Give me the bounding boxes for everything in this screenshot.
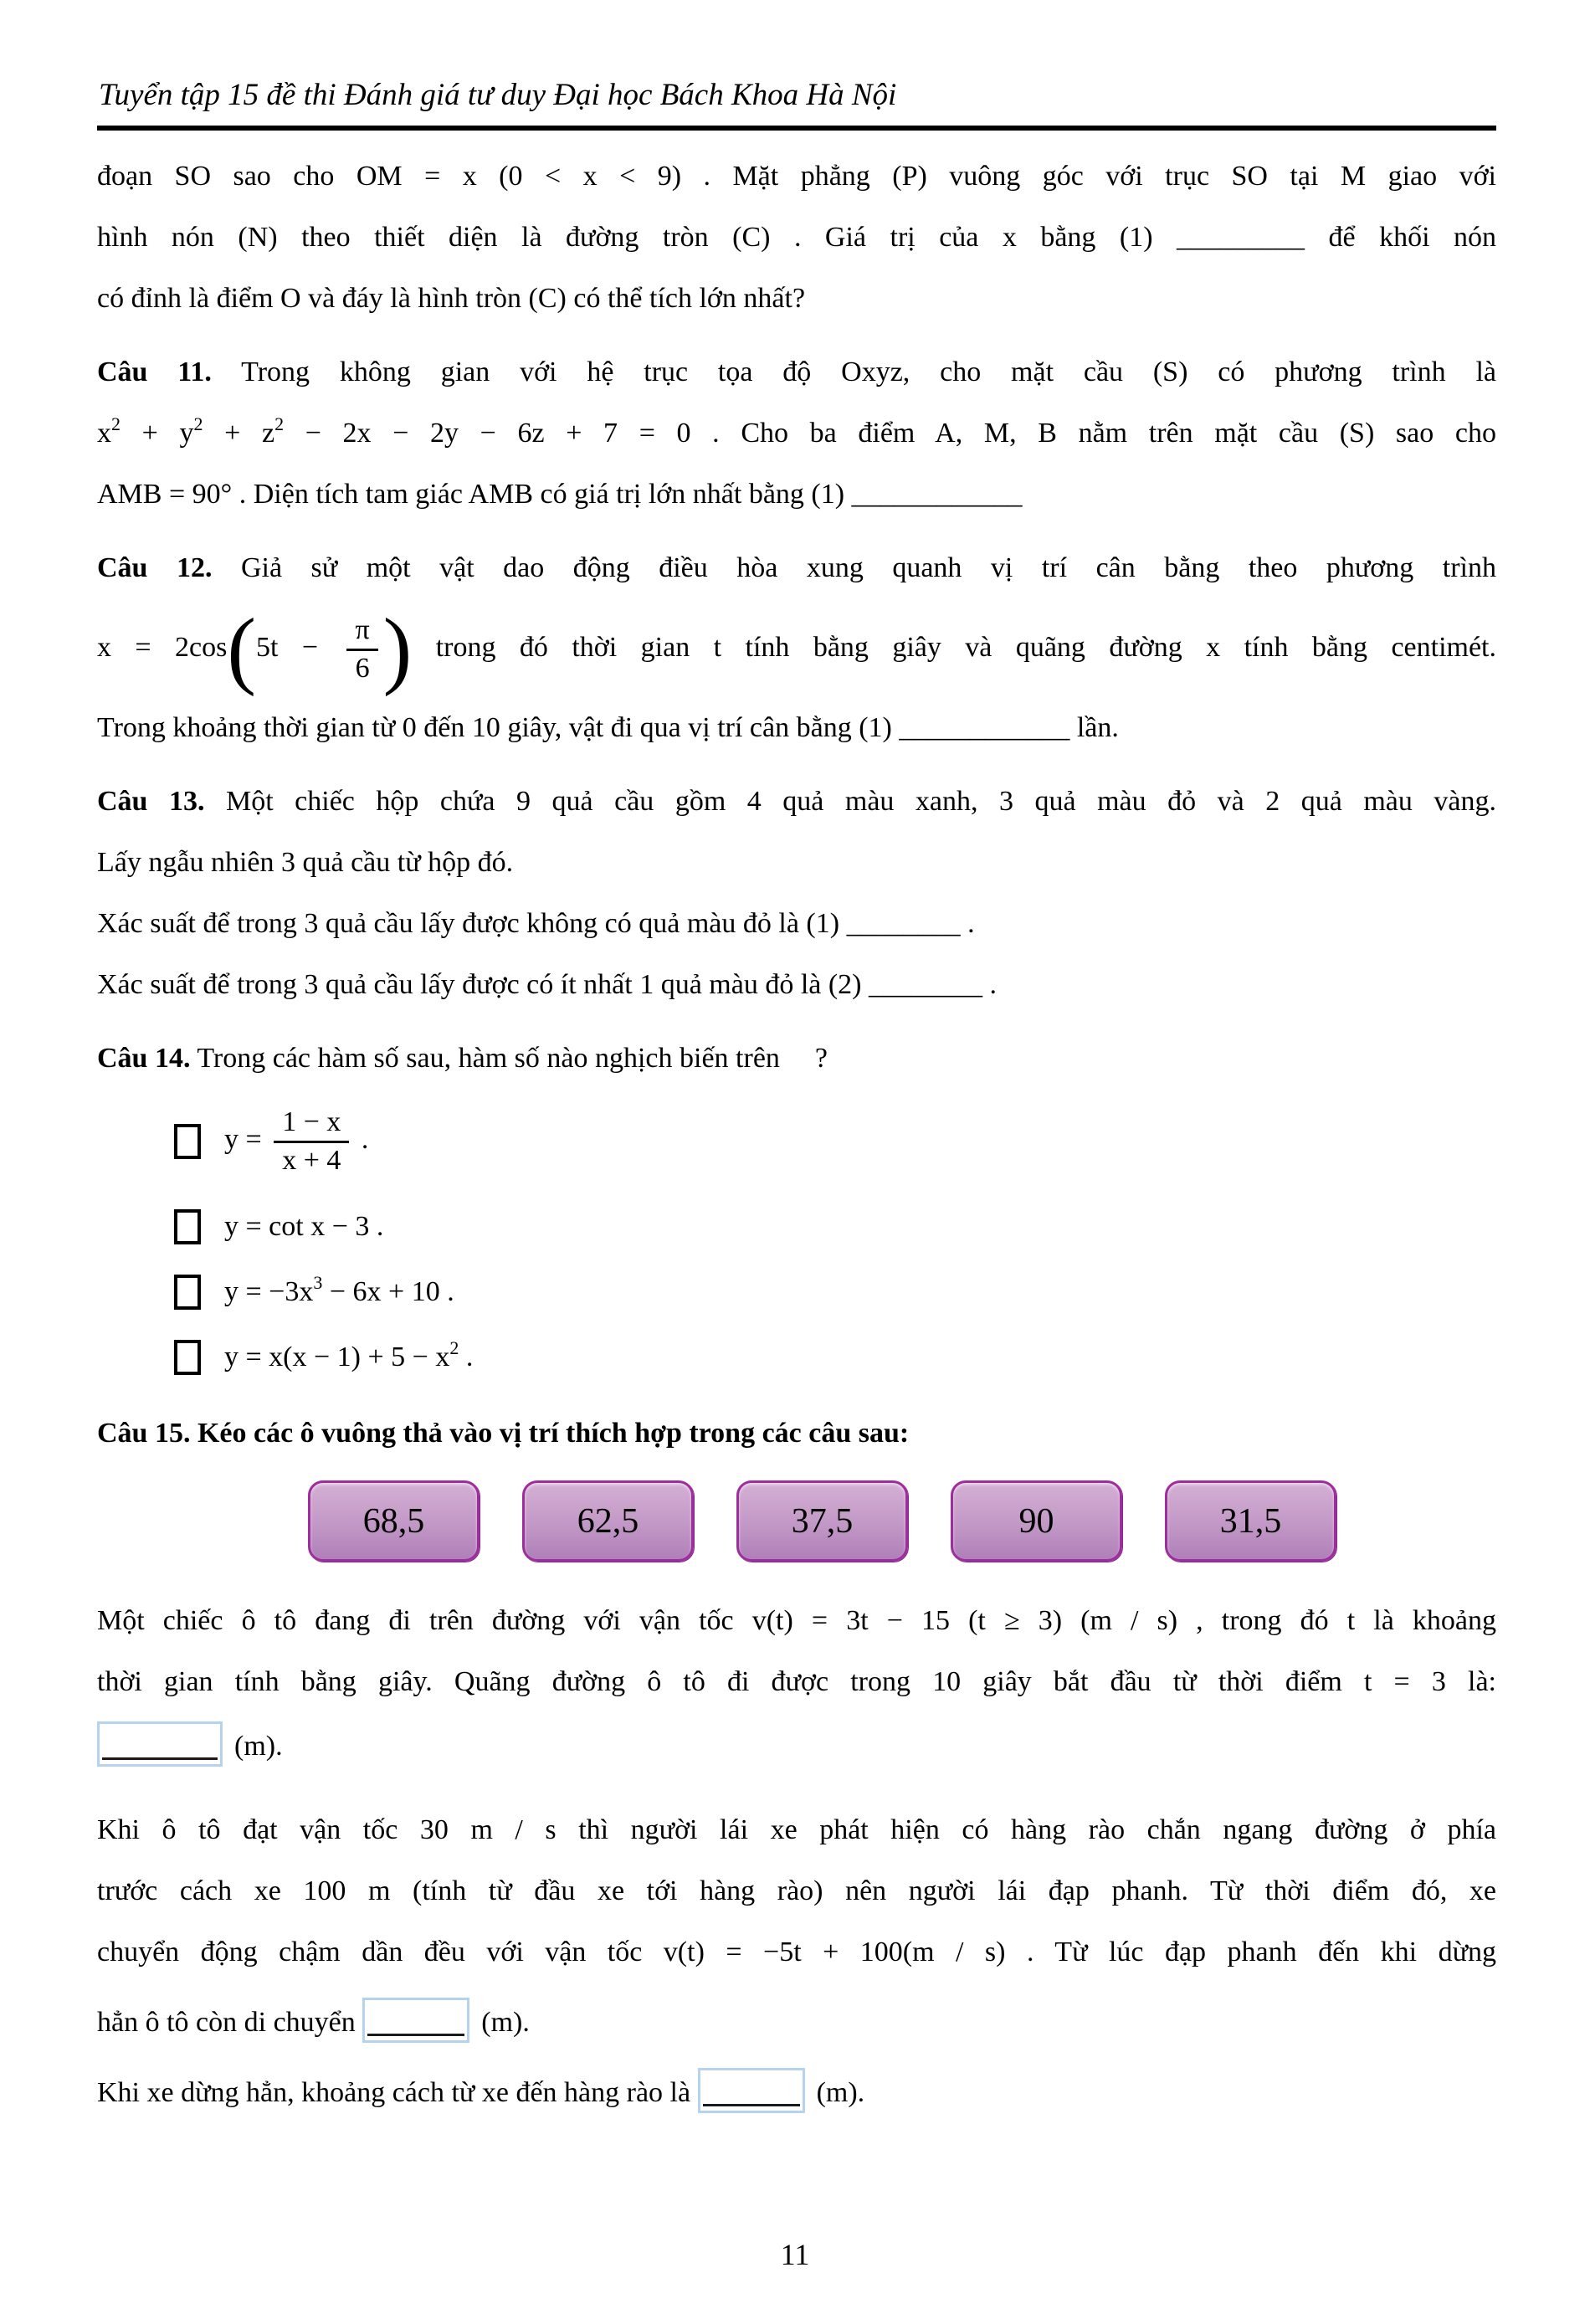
q14-option-3[interactable]	[174, 1259, 1496, 1325]
q14-intro: Trong các hàm số sau, hàm số nào nghịch biến trên	[190, 1043, 780, 1074]
unit-label: (m).	[481, 2007, 530, 2038]
q11-equation-line: $x^2 + y^2 + z^2 - 2x - 2y - 6z + 7 = 0$ . Cho ba điểm A, M, B nằm trên mặt cầu (S) sao cho	[97, 413, 1496, 449]
q15-brake-line-2: trước cách xe 100 m (tính từ đầu xe tới hàng rào) nên người lái đạp phanh. Từ thời điểm đó, xe	[97, 1875, 1496, 1906]
drag-chip-row	[308, 1480, 1496, 1562]
q10-line-1: đoạn SO sao cho OM = x (0 < x < 9) . Mặt phẳng (P) vuông góc với trục SO tại M giao với	[97, 161, 1496, 192]
x-exponent: 2	[111, 413, 121, 434]
open-paren: (	[227, 601, 256, 698]
q12-line-3: Trong khoảng thời gian từ 0 đến 10 giây, vật đi qua vị trí cân bằng (1) ____________ lần.	[97, 712, 1119, 743]
checkbox-icon[interactable]	[174, 1275, 201, 1310]
header-divider	[97, 126, 1496, 131]
q10-line-2: hình nón (N) theo thiết diện là đường tròn (C) . Giá trị của x bằng (1) _________ để khối nón	[97, 222, 1496, 253]
exam-page	[0, 75, 1590, 2324]
q14-question-mark: ?	[814, 1043, 828, 1074]
q13-intro: Một chiếc hộp chứa 9 quả cầu gồm 4 quả màu xanh, 3 quả màu đỏ và 2 quả màu vàng.	[204, 786, 1496, 817]
option-4-formula: $y = x(x - 1) + 5 - x^2$ .	[224, 1337, 474, 1372]
drop-target-box[interactable]	[362, 1998, 469, 2043]
blank-underline	[367, 2034, 464, 2036]
option-1-formula: y = $\frac{1 - x}{x + 4}$ .	[224, 1106, 369, 1176]
q11-intro: Trong không gian với hệ trục tọa độ Oxyz, cho mặt cầu (S) có phương trình là	[211, 357, 1496, 387]
checkbox-icon[interactable]	[174, 1340, 201, 1375]
drop-target-box[interactable]	[97, 1721, 223, 1767]
option-3-formula: $y = -3x^3 - 6x + 10$ .	[224, 1272, 454, 1307]
q15-brake-line-1: Khi ô tô đạt vận tốc 30 m / s thì người lái xe phát hiện có hàng rào chắn ngang đường ở phía	[97, 1814, 1496, 1845]
q15-instruction: Câu 15. Kéo các ô vuông thả vào vị trí thích hợp trong các câu sau:	[97, 1418, 910, 1449]
q13-line-1	[97, 771, 1496, 832]
drag-chip[interactable]: 62,5	[522, 1480, 694, 1562]
q11-line-1	[97, 341, 1496, 403]
pi-over-6-fraction: $\frac{\pi}{6}$	[346, 615, 377, 684]
q15-answer-line-2: hẳn ô tô còn di chuyển (m).	[97, 1989, 1496, 2056]
drag-chip[interactable]: 37,5	[736, 1480, 908, 1562]
q13-line-2: Lấy ngẫu nhiên 3 quả cầu từ hộp đó.	[97, 847, 514, 878]
checkbox-icon[interactable]	[174, 1209, 201, 1244]
q13-label: Câu 13.	[97, 786, 205, 817]
q15-brake-line-3: chuyển động chậm dần đều với vận tốc v(t) = −5t + 100(m / s) . Từ lúc đạp phanh đến khi dừng	[97, 1937, 1496, 1967]
blank-underline	[102, 1757, 218, 1760]
z-exponent: 2	[274, 413, 285, 434]
drag-chip[interactable]: 31,5	[1165, 1480, 1336, 1562]
drop-target-box[interactable]	[698, 2068, 805, 2113]
q15-car-line-2: thời gian tính bằng giây. Quãng đường ô tô đi được trong 10 giây bắt đầu từ thời điểm t = 3 là:	[97, 1666, 1496, 1697]
q14-line-1	[97, 1028, 1496, 1089]
q13-blank-2-line: Xác suất để trong 3 quả cầu lấy được có ít nhất 1 quả màu đỏ là (2) ________ .	[97, 969, 998, 1000]
option-2-formula: y = cot x − 3 .	[224, 1211, 384, 1242]
page-number: 11	[780, 2238, 810, 2271]
q10-line-3: có đỉnh là điểm O và đáy là hình tròn (C) có thể tích lớn nhất?	[97, 283, 806, 314]
y-exponent: 2	[193, 413, 203, 434]
drag-chip[interactable]: 90	[951, 1480, 1122, 1562]
drag-chip[interactable]: 68,5	[308, 1480, 480, 1562]
q15-answer-line-3: Khi xe dừng hẳn, khoảng cách từ xe đến hàng rào là (m).	[97, 2060, 1496, 2126]
q12-intro: Giả sử một vật dao động điều hòa xung quanh vị trí cân bằng theo phương trình	[212, 552, 1496, 583]
checkbox-icon[interactable]	[174, 1124, 201, 1159]
q14-label: Câu 14.	[97, 1043, 191, 1074]
q13-blank-1-line: Xác suất để trong 3 quả cầu lấy được không có quả màu đỏ là (1) ________ .	[97, 908, 975, 939]
q14-option-1[interactable]	[174, 1089, 1496, 1194]
q15-answer-line-1	[97, 1717, 1496, 1776]
q11-label: Câu 11.	[97, 357, 212, 387]
unit-label: (m).	[816, 2077, 865, 2108]
page-title: Tuyển tập 15 đề thi Đánh giá tư duy Đại học Bách Khoa Hà Nội	[99, 78, 897, 112]
q15-car-line-1: Một chiếc ô tô đang đi trên đường với vận tốc v(t) = 3t − 15 (t ≥ 3) (m / s) , trong đó t là khoảng	[97, 1605, 1496, 1636]
q14-option-4[interactable]	[174, 1325, 1496, 1390]
q12-label: Câu 12.	[97, 552, 213, 583]
unit-label: (m).	[234, 1731, 283, 1762]
close-paren: )	[382, 601, 413, 698]
q12-line-1	[97, 537, 1496, 598]
blank-underline	[703, 2104, 800, 2106]
q14-option-2[interactable]	[174, 1194, 1496, 1259]
q12-equation-line: x = 2cos(5t − $\frac{\pi}{6}$ ) trong đó thời gian t tính bằng giây và quãng đường x tính bằng centimét.	[97, 601, 1496, 698]
option-1-fraction: $\frac{1 - x}{x + 4}$	[274, 1107, 349, 1176]
q11-line-3: AMB = 90° . Diện tích tam giác AMB có giá trị lớn nhất bằng (1) ____________	[97, 479, 1023, 510]
